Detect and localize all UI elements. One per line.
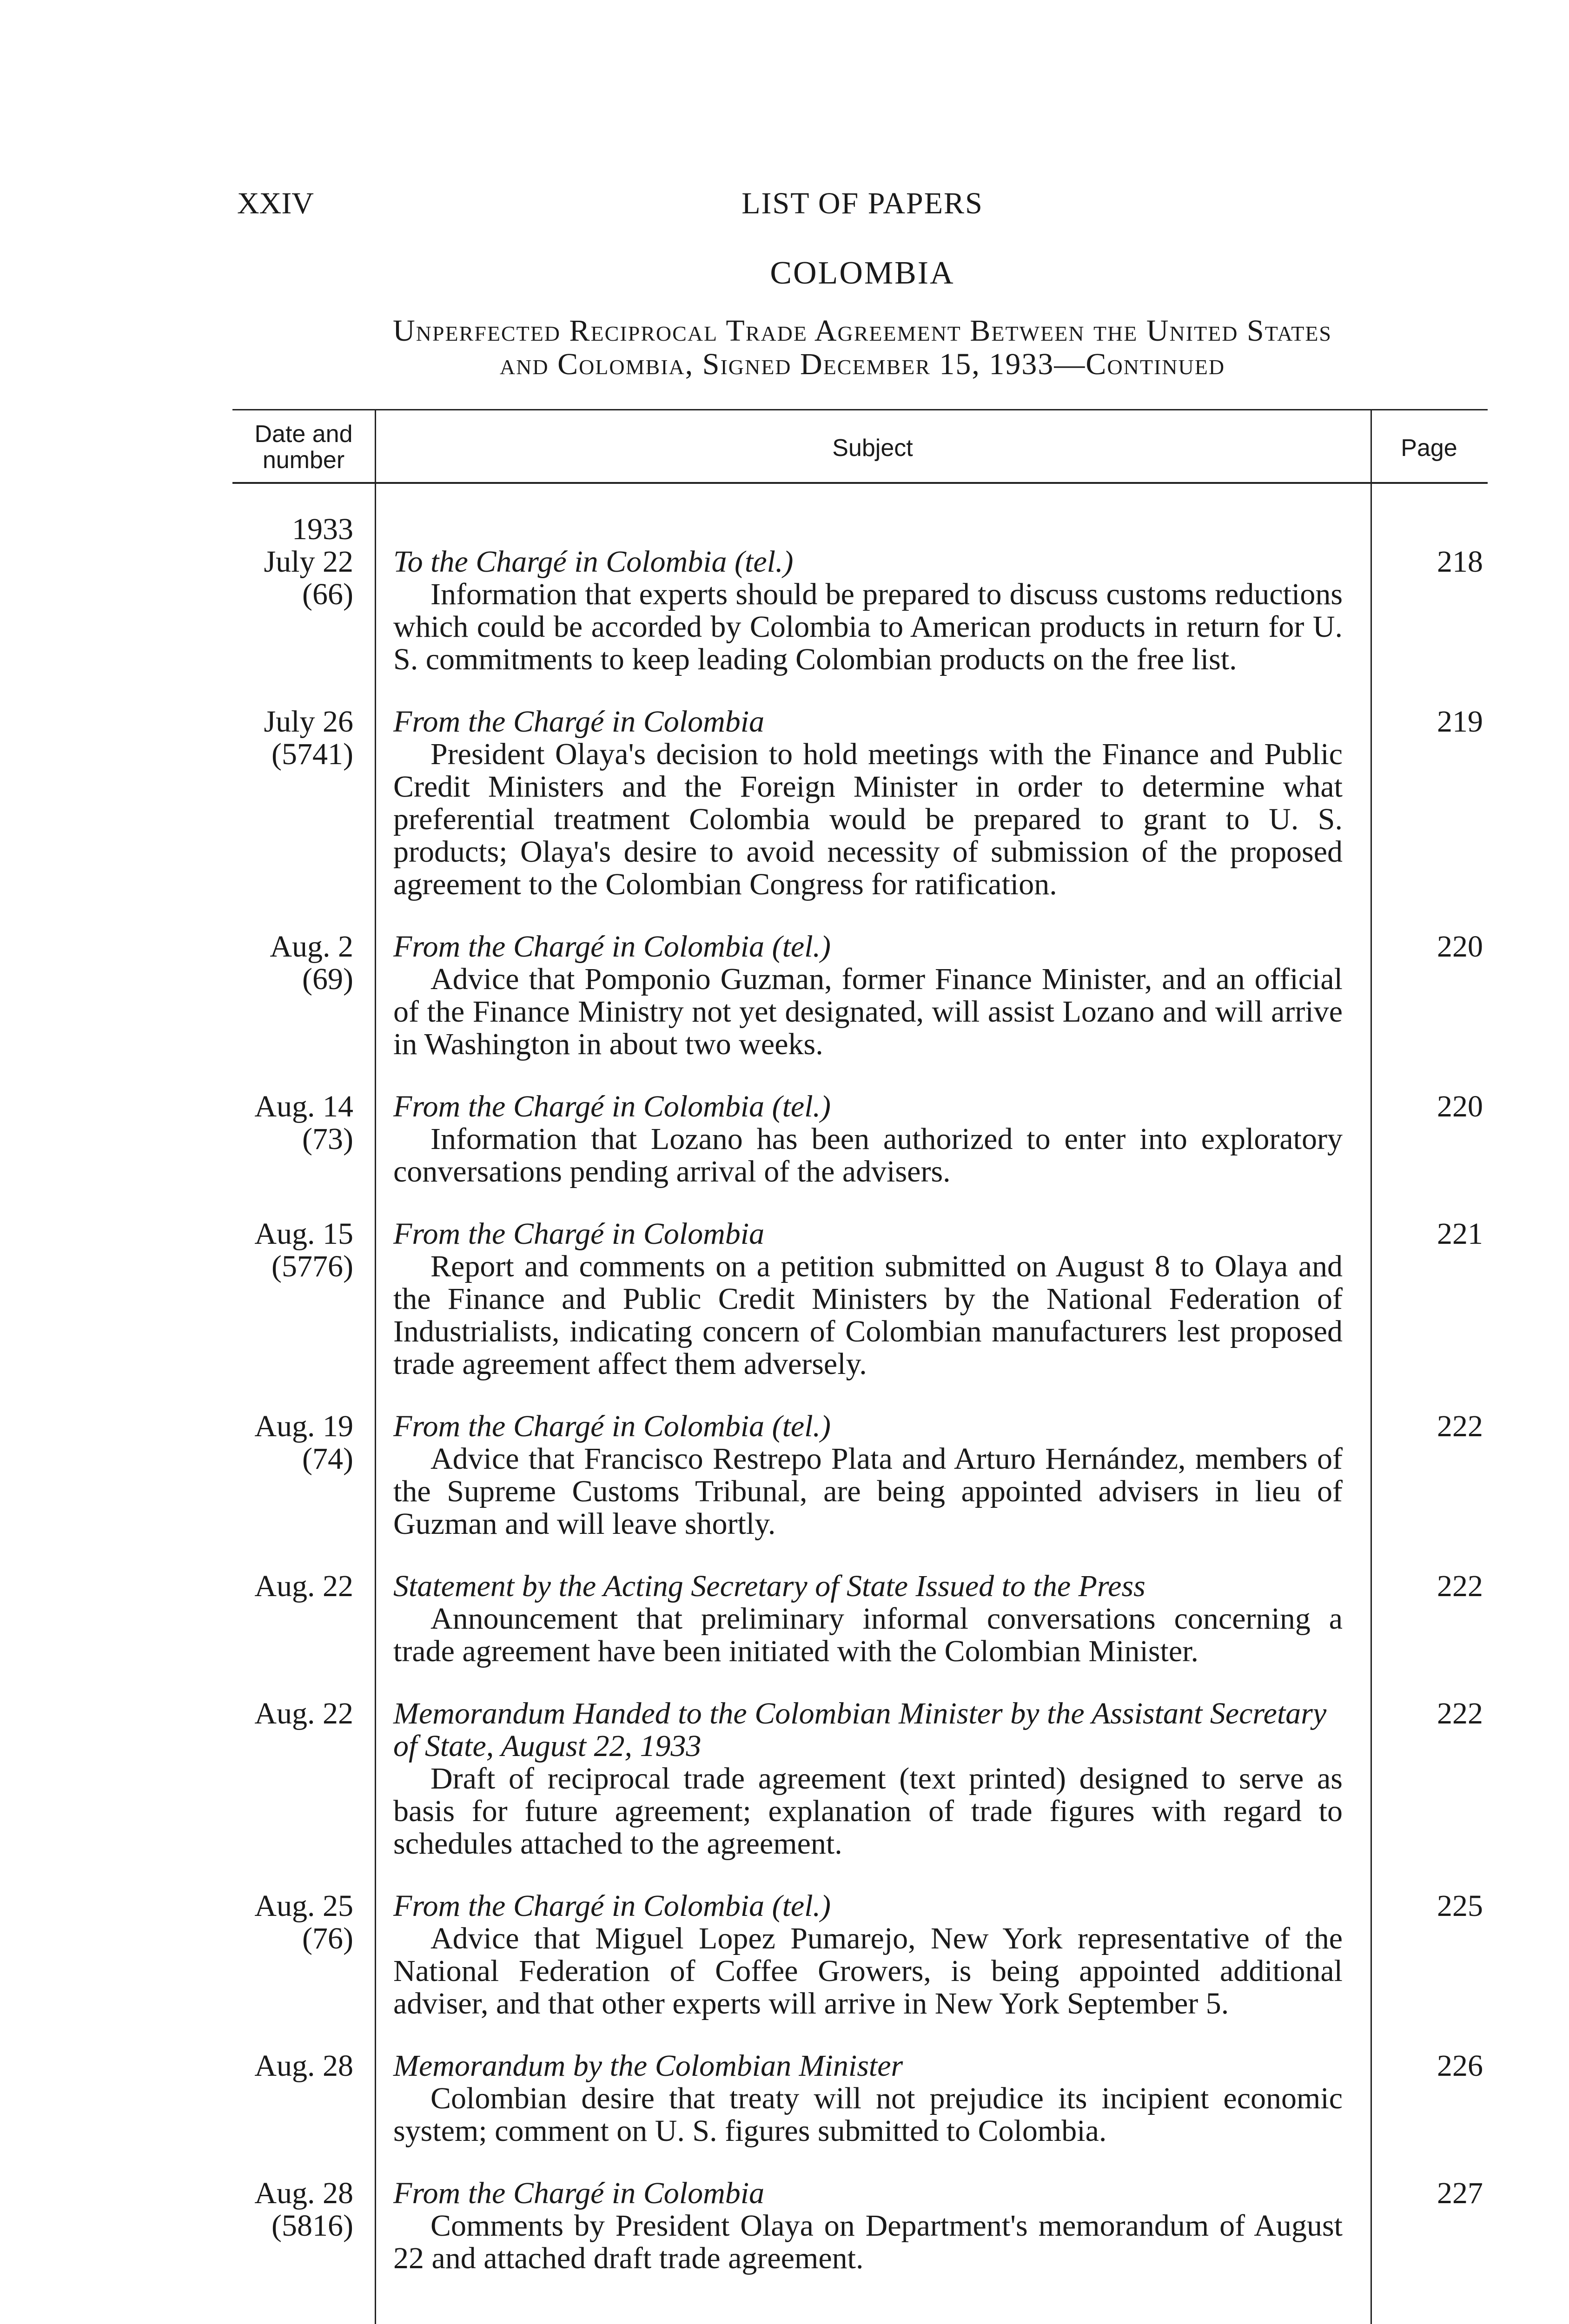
- column-header-subject: Subject: [832, 435, 913, 462]
- running-head-title: LIST OF PAPERS: [741, 186, 983, 220]
- entry-year: 1933: [292, 512, 353, 546]
- subject-cell: [393, 1570, 1343, 1668]
- date-cell: [232, 1890, 370, 2020]
- column-header-date-line-2: number: [262, 447, 345, 474]
- entry-description: Information that experts should be prepared to discuss customs reductions which could be accorded by Colombia to American products in return for U. S. commitments to keep leading Colombian products on the free list.: [393, 577, 1343, 676]
- page-cell: 226: [1437, 2049, 1483, 2083]
- entry-number: (5816): [271, 2209, 353, 2243]
- entry-date: July 22: [264, 545, 353, 579]
- entry-heading: From the Chargé in Colombia (tel.): [393, 930, 831, 964]
- date-cell: [232, 1218, 370, 1380]
- entry-heading: From the Chargé in Colombia (tel.): [393, 1889, 831, 1923]
- subject-cell: [393, 2050, 1343, 2147]
- table-row: [232, 1090, 1488, 1188]
- entry-description: Colombian desire that treaty will not prejudice its incipient economic system; comment on U. S. figures submitted to Colombia.: [393, 2081, 1343, 2148]
- entry-date: Aug. 15: [254, 1217, 353, 1251]
- entry-description: Information that Lozano has been authorized to enter into exploratory conversations pending arrival of the advisers.: [393, 1122, 1343, 1188]
- entry-description: Report and comments on a petition submitted on August 8 to Olaya and the Finance and Public Credit Ministers by the National Federation of Industrialists, indicating concern of Colombian manufacturers lest proposed trade agreement affect them adversely.: [393, 1249, 1343, 1381]
- page-cell: 222: [1437, 1569, 1483, 1603]
- entry-heading: Memorandum Handed to the Colombian Minister by the Assistant Secretary of State, August 22, 1933: [393, 1697, 1327, 1763]
- table-row: [232, 706, 1488, 901]
- entry-description: Comments by President Olaya on Department's memorandum of August 22 and attached draft trade agreement.: [393, 2209, 1343, 2275]
- date-cell: [232, 513, 370, 676]
- entry-description: Announcement that preliminary informal conversations concerning a trade agreement have been initiated with the Colombian Minister.: [393, 1602, 1343, 1668]
- date-cell: [232, 931, 370, 1061]
- page-cell: 220: [1437, 1089, 1483, 1123]
- entry-date: Aug. 2: [270, 930, 353, 964]
- page-cell: 221: [1437, 1217, 1483, 1251]
- section-title-line-2: and Colombia, Signed December 15, 1933—Continued: [499, 347, 1225, 381]
- page-cell: 219: [1437, 705, 1483, 739]
- page-number: XXIV: [237, 186, 314, 220]
- page-cell: 218: [1437, 545, 1483, 579]
- date-cell: [232, 1697, 370, 1860]
- entry-number: (66): [302, 577, 353, 611]
- subject-cell: [393, 1218, 1343, 1380]
- date-cell: [232, 1410, 370, 1540]
- entry-number: (74): [302, 1442, 353, 1476]
- table-row: [232, 931, 1488, 1061]
- entry-date: Aug. 25: [254, 1889, 353, 1923]
- entry-number: (69): [302, 962, 353, 996]
- column-header-page: Page: [1401, 435, 1457, 462]
- entry-number: (73): [302, 1122, 353, 1156]
- table-row: [232, 1890, 1488, 2020]
- entry-description: Draft of reciprocal trade agreement (text printed) designed to serve as basis for future agreement; explanation of trade figures with regard to schedules attached to the agreement.: [393, 1762, 1343, 1861]
- entry-number: (5776): [271, 1249, 353, 1283]
- entries-list: [232, 513, 1488, 2304]
- entry-date: Aug. 14: [254, 1089, 353, 1123]
- page-cell: 220: [1437, 930, 1483, 964]
- date-cell: [232, 1090, 370, 1188]
- entry-heading: Memorandum by the Colombian Minister: [393, 2049, 903, 2083]
- entry-heading: From the Chargé in Colombia: [393, 1217, 765, 1251]
- entry-heading: From the Chargé in Colombia: [393, 705, 765, 739]
- entry-heading: From the Chargé in Colombia (tel.): [393, 1089, 831, 1123]
- section-title-line-1: Unperfected Reciprocal Trade Agreement Between the United States: [392, 314, 1332, 348]
- subject-cell: [393, 1410, 1343, 1540]
- subject-cell: [393, 513, 1343, 676]
- entry-heading: Statement by the Acting Secretary of State Issued to the Press: [393, 1569, 1145, 1603]
- column-header-date-line-1: Date and: [254, 421, 353, 448]
- date-cell: [232, 2050, 370, 2147]
- date-cell: [232, 706, 370, 901]
- subject-cell: [393, 2177, 1343, 2275]
- table-row: [232, 1570, 1488, 1668]
- entry-heading: From the Chargé in Colombia (tel.): [393, 1409, 831, 1443]
- table-top-rule: [232, 409, 1488, 410]
- running-head: [237, 185, 1488, 222]
- section-title: [237, 314, 1488, 381]
- country-heading: COLOMBIA: [770, 255, 955, 291]
- table-header-rule: [232, 482, 1488, 484]
- entry-number: (5741): [271, 737, 353, 771]
- entry-date: Aug. 22: [254, 1697, 353, 1730]
- entry-date: Aug. 28: [254, 2049, 353, 2083]
- subject-cell: [393, 931, 1343, 1061]
- table-row: [232, 2177, 1488, 2275]
- table-row: [232, 513, 1488, 676]
- entry-date: Aug. 28: [254, 2176, 353, 2210]
- entry-description: Advice that Pomponio Guzman, former Finance Minister, and an official of the Finance Ministry not yet designated, will assist Lozano and will arrive in Washington in about two weeks.: [393, 962, 1343, 1061]
- entry-date: July 26: [264, 705, 353, 739]
- table-row: [232, 1410, 1488, 1540]
- page-cell: 225: [1437, 1889, 1483, 1923]
- entry-date: Aug. 19: [254, 1409, 353, 1443]
- entry-date: Aug. 22: [254, 1569, 353, 1603]
- entry-heading: To the Chargé in Colombia (tel.): [393, 545, 794, 579]
- entry-description: Advice that Francisco Restrepo Plata and Arturo Hernández, members of the Supreme Customs Tribunal, are being appointed advisers in lieu of Guzman and will leave shortly.: [393, 1442, 1343, 1541]
- entry-description: Advice that Miguel Lopez Pumarejo, New York representative of the National Federation of Coffee Growers, is being appointed additional adviser, and that other experts will arrive in New York September 5.: [393, 1921, 1343, 2020]
- column-header-date: [232, 421, 375, 473]
- subject-cell: [393, 1090, 1343, 1188]
- table-row: [232, 1697, 1488, 1860]
- table-row: [232, 2050, 1488, 2147]
- page-cell: 227: [1437, 2176, 1483, 2210]
- entry-description: President Olaya's decision to hold meetings with the Finance and Public Credit Ministers and the Foreign Minister in order to determine what preferential treatment Colombia would be prepared to grant to U. S. products; Olaya's desire to avoid necessity of submission of the proposed agreement to the Colombian Congress for ratification.: [393, 737, 1343, 901]
- date-cell: [232, 1570, 370, 1668]
- entry-heading: From the Chargé in Colombia: [393, 2176, 765, 2210]
- subject-cell: [393, 1697, 1343, 1860]
- subject-cell: [393, 1890, 1343, 2020]
- date-cell: [232, 2177, 370, 2275]
- page-cell: 222: [1437, 1697, 1483, 1730]
- subject-cell: [393, 706, 1343, 901]
- entry-number: (76): [302, 1921, 353, 1955]
- table-row: [232, 1218, 1488, 1380]
- page-cell: 222: [1437, 1409, 1483, 1443]
